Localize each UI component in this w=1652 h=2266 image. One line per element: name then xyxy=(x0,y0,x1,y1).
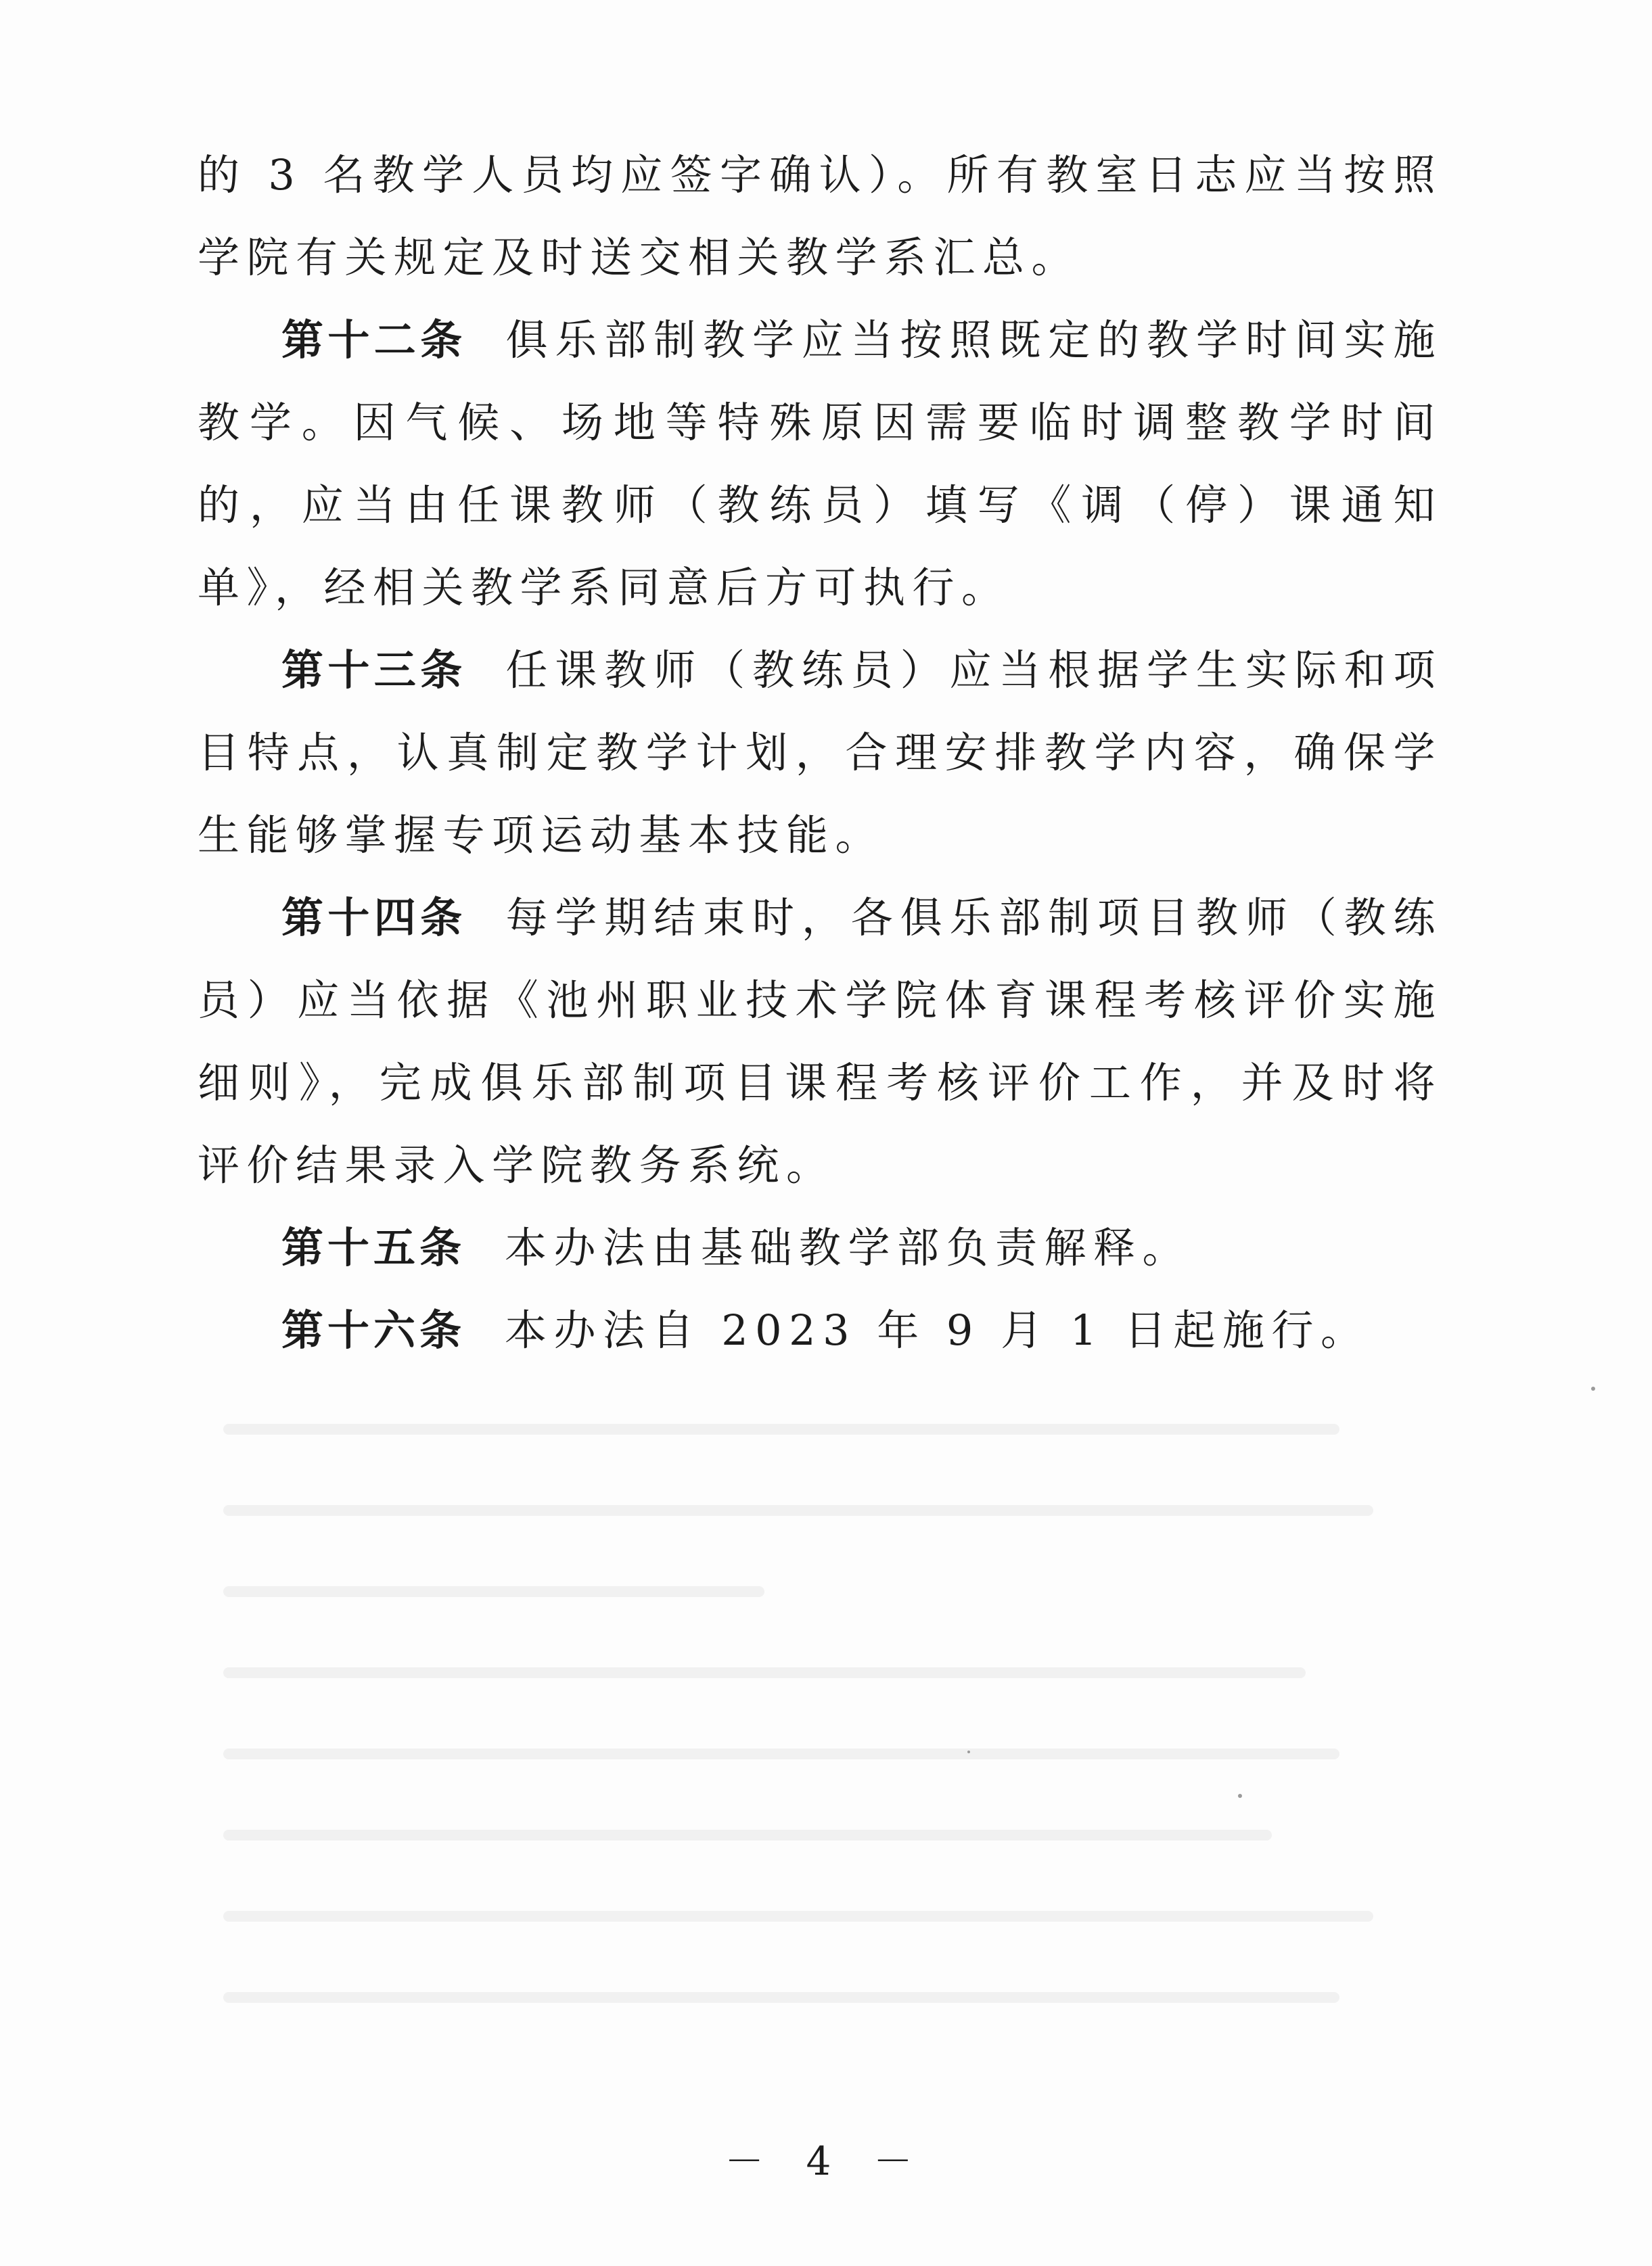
article-number: 第十五条 xyxy=(281,1223,466,1272)
scan-speck xyxy=(1238,1794,1242,1798)
scan-bleed-mark xyxy=(223,1749,1339,1759)
page-number: － 4 － xyxy=(725,2138,927,2184)
article-text: 每学期结束时，各俱乐部制项目教师（教练员）应当依据《池州职业技术学院体育课程考核评价实施细则》，完成俱乐部制项目课程考核评价工作，并及时将评价结果录入学院教务系统。 xyxy=(198,893,1442,1190)
article-text: 任课教师（教练员）应当根据学生实际和项目特点，认真制定教学计划，合理安排教学内容，确保学生能够掌握专项运动基本技能。 xyxy=(198,645,1442,860)
continuation-paragraph: 的 3 名教学人员均应签字确认）。所有教室日志应当按照学院有关规定及时送交相关教学系汇总。 xyxy=(198,150,1442,282)
scan-bleed-mark xyxy=(223,1992,1339,2003)
article-number: 第十四条 xyxy=(281,893,467,942)
article-text: 本办法自 2023 年 9 月 1 日起施行。 xyxy=(505,1305,1370,1355)
scan-bleed-mark xyxy=(223,1424,1339,1435)
article-16 xyxy=(198,1289,1442,1372)
article-12 xyxy=(198,299,1442,629)
document-body xyxy=(198,134,1442,1372)
scan-speck xyxy=(1591,1387,1595,1391)
scan-bleed-mark xyxy=(223,1911,1373,1922)
article-text: 本办法由基础教学部负责解释。 xyxy=(505,1223,1192,1272)
article-14 xyxy=(198,877,1442,1207)
article-13 xyxy=(198,629,1442,877)
scan-bleed-mark xyxy=(223,1586,764,1597)
scan-bleed-mark xyxy=(223,1505,1373,1516)
scan-bleed-mark xyxy=(223,1667,1306,1678)
article-text: 俱乐部制教学应当按照既定的教学时间实施教学。因气候、场地等特殊原因需要临时调整教学时间的，应当由任课教师（教练员）填写《调（停）课通知单》，经相关教学系同意后方可执行。 xyxy=(198,315,1442,612)
article-number: 第十二条 xyxy=(281,315,467,365)
scan-speck xyxy=(967,1751,970,1753)
article-15 xyxy=(198,1207,1442,1289)
scan-bleed-mark xyxy=(223,1830,1272,1841)
article-number: 第十六条 xyxy=(281,1305,466,1355)
article-number: 第十三条 xyxy=(281,645,467,695)
